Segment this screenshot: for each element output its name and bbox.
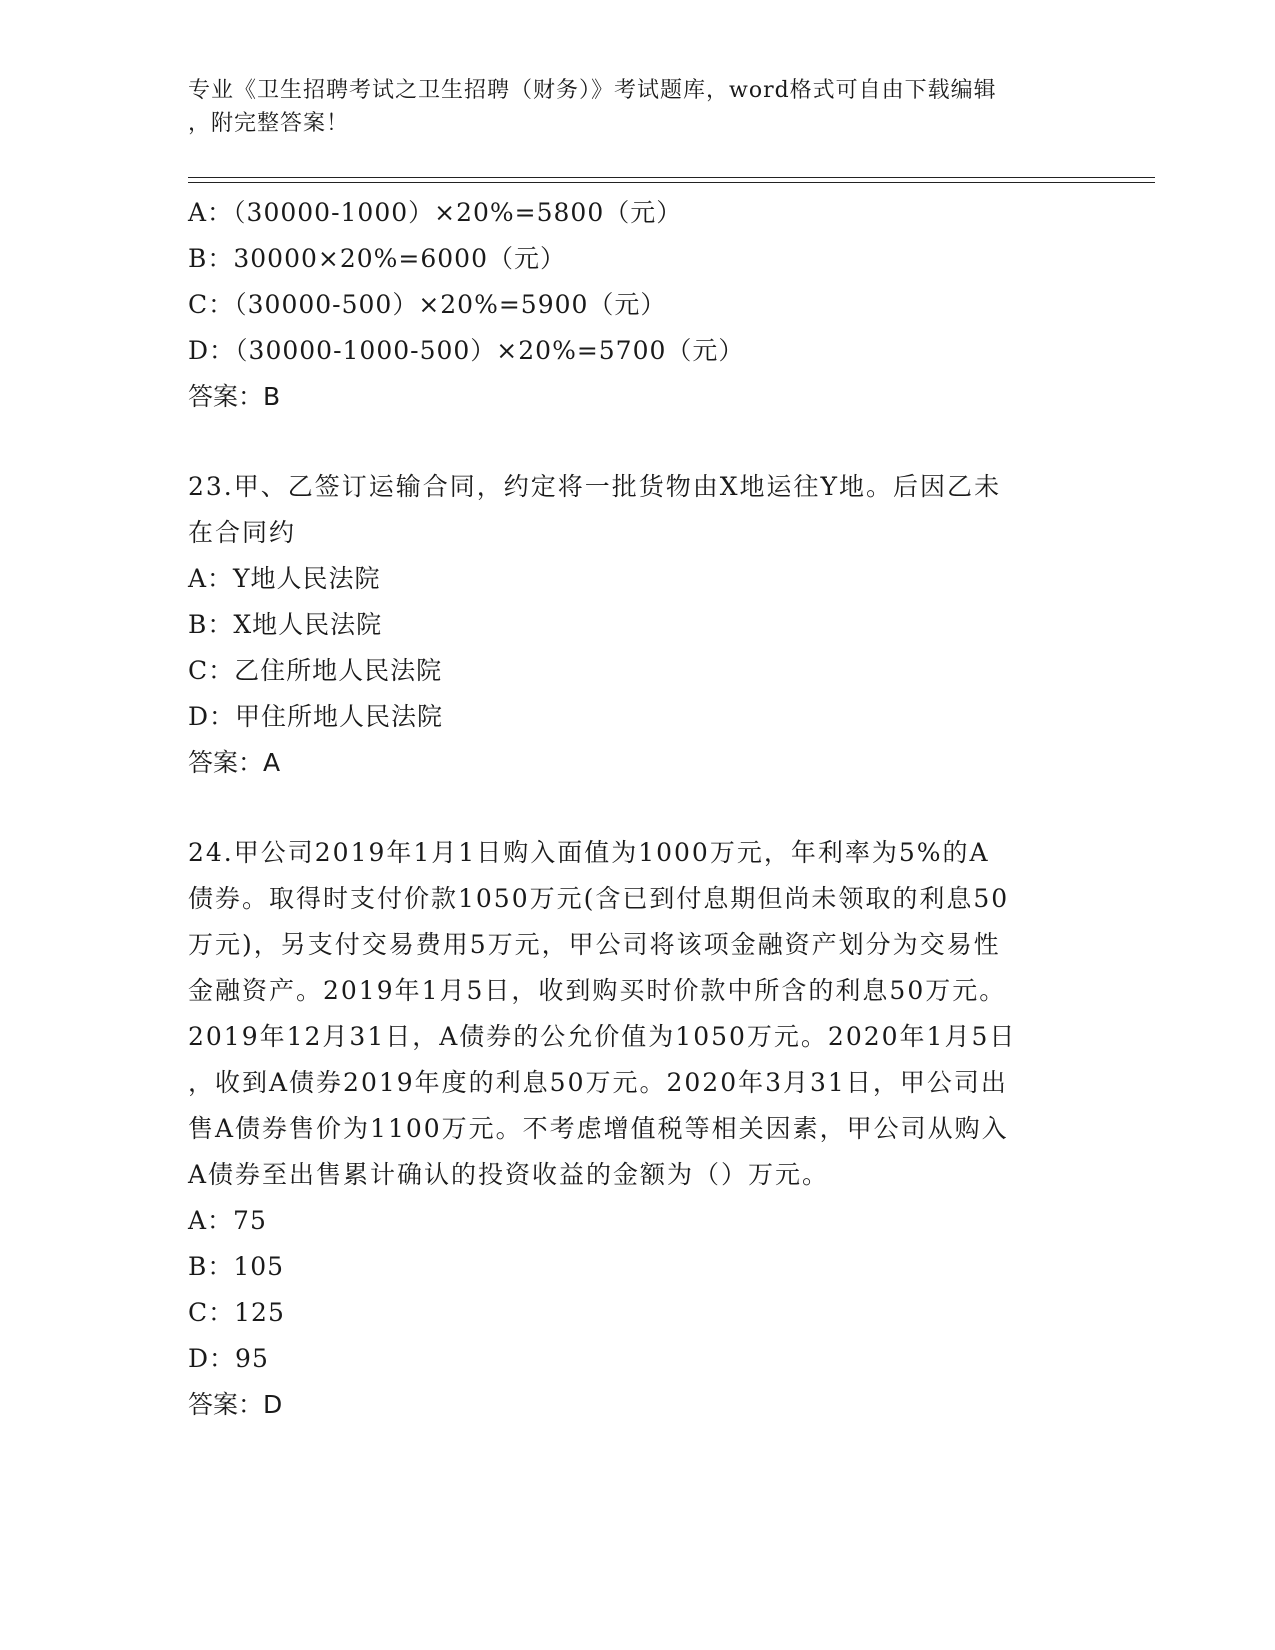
option-d: D：（30000-1000-500）×20%=5700（元） (188, 336, 745, 365)
option-b: B：30000×20%=6000（元） (188, 244, 566, 273)
question-stem-line: 万元)，另支付交易费用5万元，甲公司将该项金融资产划分为交易性 (188, 930, 1001, 959)
document-header (188, 74, 1078, 140)
question-stem-line: 24.甲公司2019年1月1日购入面值为1000万元，年利率为5%的A (188, 838, 990, 867)
option-c: C：（30000-500）×20%=5900（元） (188, 290, 667, 319)
question-stem-line: 债券。取得时支付价款1050万元(含已到付息期但尚未领取的利息50 (188, 884, 1010, 913)
question-stem-line: 售A债券售价为1100万元。不考虑增值税等相关因素，甲公司从购入 (188, 1114, 1009, 1143)
option-c: C：乙住所地人民法院 (188, 656, 443, 685)
question-22-block (188, 190, 1088, 420)
question-stem-line: 2019年12月31日，A债券的公允价值为1050万元。2020年1月5日 (188, 1022, 1017, 1051)
question-stem-line: 在合同约 (188, 518, 297, 547)
question-23-block (188, 464, 1088, 786)
header-line-2: ，附完整答案！ (188, 111, 350, 136)
option-b: B：105 (188, 1252, 285, 1281)
header-divider-top (188, 177, 1155, 178)
answer-line: 答案：D (188, 1390, 283, 1419)
header-divider-bottom (188, 182, 1155, 183)
header-line-1: 专业《卫生招聘考试之卫生招聘（财务）》考试题库，word格式可自由下载编辑 (188, 78, 997, 103)
option-a: A：75 (188, 1206, 267, 1235)
option-a: A：Y地人民法院 (188, 564, 381, 593)
document-body (188, 190, 1088, 1428)
question-stem-line: A债券至出售累计确认的投资收益的金额为（）万元。 (188, 1160, 830, 1189)
option-a: A：（30000-1000）×20%=5800（元） (188, 198, 683, 227)
question-stem-line: 23.甲、乙签订运输合同，约定将一批货物由X地运往Y地。后因乙未 (188, 472, 1002, 501)
option-c: C：125 (188, 1298, 285, 1327)
option-d: D：95 (188, 1344, 269, 1373)
question-stem-line: ，收到A债券2019年度的利息50万元。2020年3月31日，甲公司出 (188, 1068, 1008, 1097)
option-b: B：X地人民法院 (188, 610, 383, 639)
answer-line: 答案：A (188, 748, 281, 777)
answer-line: 答案：B (188, 382, 281, 411)
option-d: D：甲住所地人民法院 (188, 702, 444, 731)
question-stem-line: 金融资产。2019年1月5日，收到购买时价款中所含的利息50万元。 (188, 976, 1007, 1005)
question-24-block (188, 830, 1088, 1428)
